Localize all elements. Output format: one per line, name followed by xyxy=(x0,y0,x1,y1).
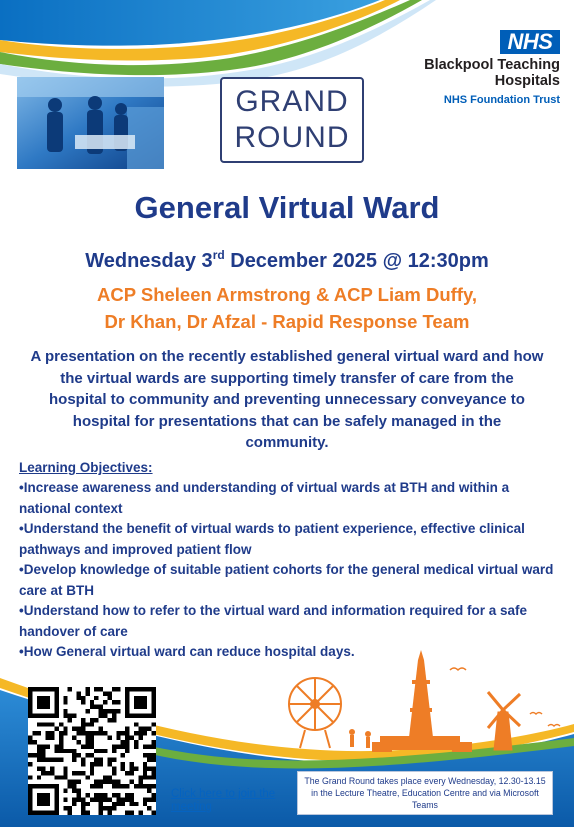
grand-round-logo xyxy=(220,77,364,163)
qr-code[interactable] xyxy=(28,687,156,815)
presenters xyxy=(0,281,574,335)
objective-item: •How General virtual ward can reduce hospital days. xyxy=(19,644,355,659)
learning-objectives-list xyxy=(19,478,559,663)
schedule-info-box: The Grand Round takes place every Wednesday, 12.30-13.15 in the Lecture Theatre, Education Centre and via Microsoft Teams xyxy=(297,771,553,815)
nhs-logo: NHS xyxy=(500,30,560,54)
trust-name-line2: Hospitals xyxy=(494,73,560,89)
event-title: General Virtual Ward xyxy=(134,190,440,225)
presenters-line2: Dr Khan, Dr Afzal - Rapid Response Team xyxy=(104,311,470,332)
objective-item: •Develop knowledge of suitable patient cohorts for the general medical virtual ward care at BTH xyxy=(19,562,554,598)
grand-round-line2: ROUND xyxy=(234,121,350,154)
trust-name xyxy=(424,57,560,89)
trust-subtitle: NHS Foundation Trust xyxy=(443,94,560,106)
date-suffix: December 2025 @ 12:30pm xyxy=(224,250,489,272)
presenters-line1: ACP Sheleen Armstrong & ACP Liam Duffy, xyxy=(97,284,477,305)
learning-objectives-heading: Learning Objectives: xyxy=(19,460,153,475)
objective-item: •Understand how to refer to the virtual ward and information required for a safe handover of care xyxy=(19,603,528,639)
grand-round-line1: GRAND xyxy=(235,85,349,118)
event-description: A presentation on the recently established general virtual ward and how the virtual wards are supporting timely transfer of care from the hospital to community and preventing unnecessary conveyance to hospital for presentations that can be safely managed in the community. xyxy=(30,348,544,451)
event-date xyxy=(0,243,574,273)
objective-item: •Understand the benefit of virtual wards to patient experience, effective clinical pathways and improved patient flow xyxy=(19,521,525,557)
date-ordinal: rd xyxy=(212,248,225,262)
date-prefix: Wednesday 3 xyxy=(85,250,213,272)
objective-item: •Increase awareness and understanding of virtual wards at BTH and within a national context xyxy=(19,480,510,516)
join-meeting-link[interactable]: Click here to join the meeting xyxy=(171,788,276,813)
staff-photo xyxy=(17,77,164,169)
trust-name-line1: Blackpool Teaching xyxy=(424,57,560,73)
